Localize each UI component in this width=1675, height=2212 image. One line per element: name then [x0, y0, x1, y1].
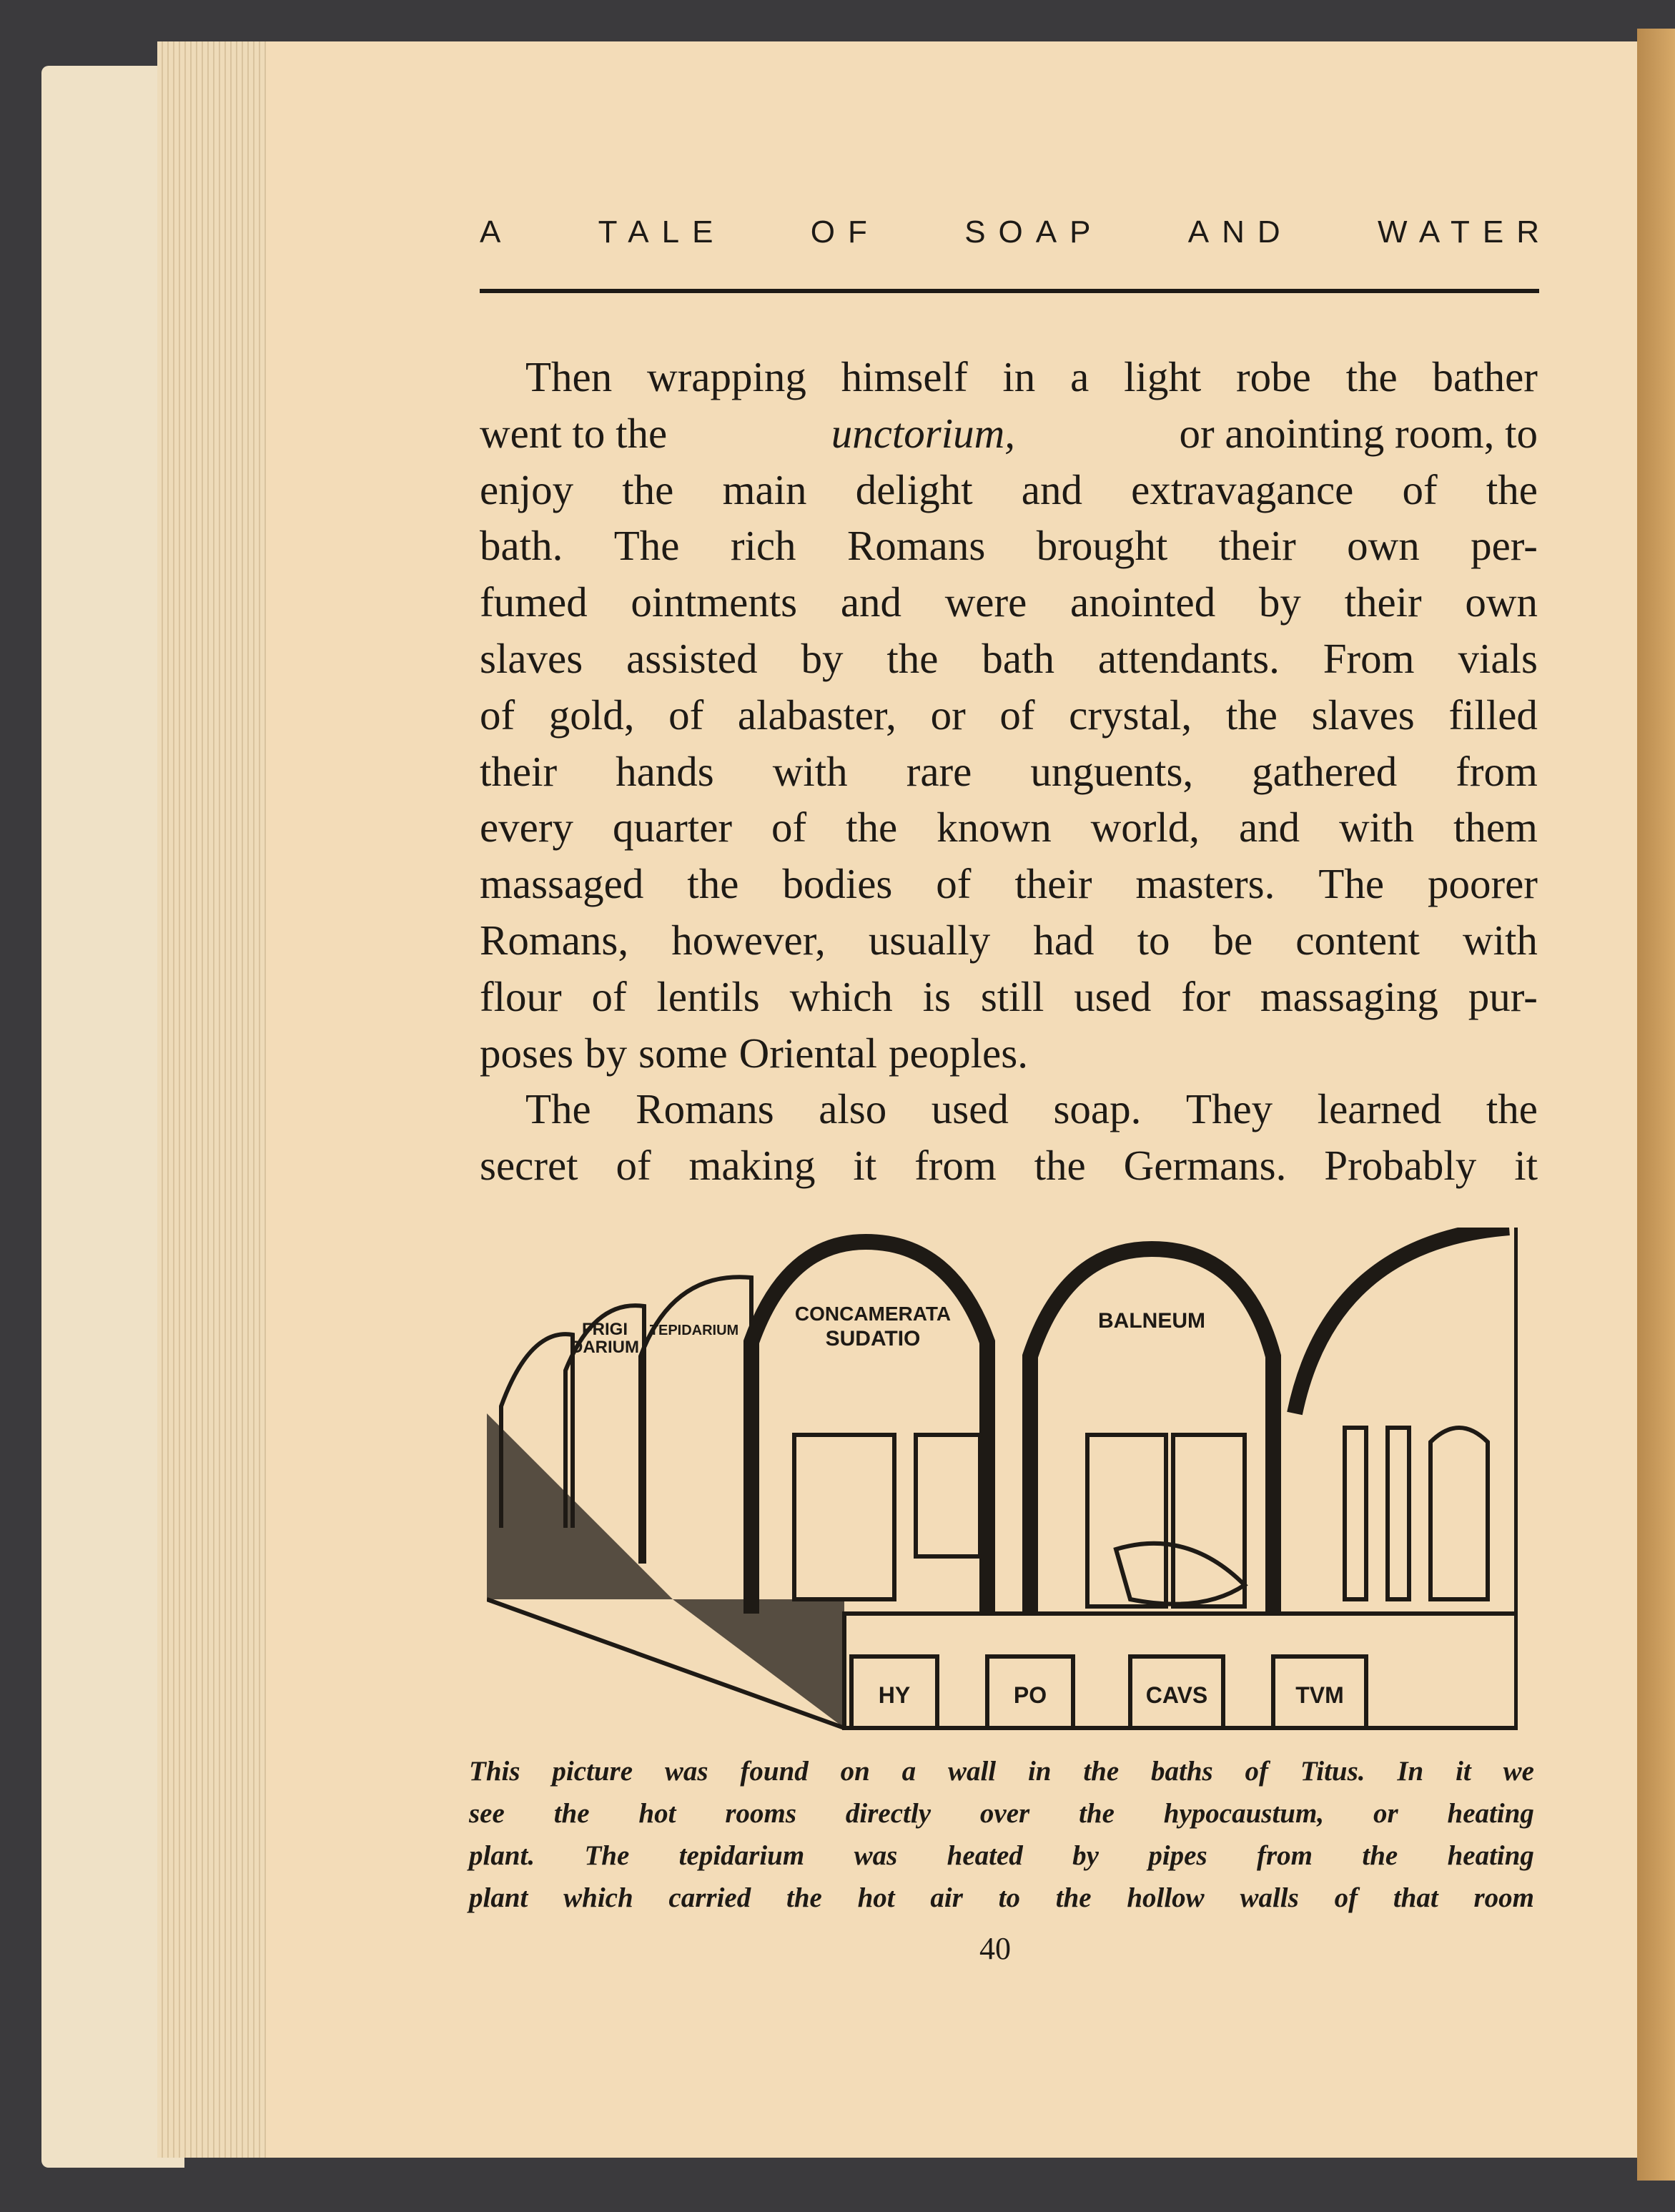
body-word: still: [980, 972, 1044, 1020]
body-word: by: [585, 1029, 628, 1077]
body-word: of: [999, 691, 1035, 739]
caption-word: directly: [845, 1798, 932, 1829]
label-cavs: CAVS: [1145, 1682, 1208, 1708]
body-word: himself: [841, 353, 968, 400]
body-word: and: [1238, 804, 1300, 851]
caption-word: room: [1473, 1882, 1534, 1913]
caption-word: that: [1393, 1882, 1438, 1913]
body-word: main: [722, 465, 807, 513]
body-word: robe: [1236, 353, 1311, 400]
italic-term: unctorium,: [831, 409, 1015, 457]
body-word: Romans,: [480, 916, 629, 964]
body-word: were: [944, 578, 1027, 626]
body-word: to: [1137, 916, 1170, 964]
body-word: their: [1344, 578, 1422, 626]
caption-line: [469, 1835, 1534, 1877]
body-word: gold,: [548, 691, 635, 739]
body-word: pur-: [1468, 972, 1538, 1020]
body-line: [480, 405, 1538, 462]
body-word: flour: [480, 972, 562, 1020]
caption-word: wall: [947, 1756, 997, 1787]
body-line: [480, 1081, 1538, 1137]
body-word: their: [1218, 522, 1296, 570]
body-word: delight: [855, 465, 973, 513]
body-word: it: [853, 1142, 877, 1190]
body-line: [480, 462, 1538, 518]
body-word: wrapping: [647, 353, 806, 400]
body-word: fumed: [480, 578, 588, 626]
body-word: the: [622, 465, 674, 513]
body-word: the: [1225, 691, 1278, 739]
caption-word: the: [1079, 1798, 1115, 1829]
caption-word: in: [1027, 1756, 1052, 1787]
body-word: the: [1486, 465, 1538, 513]
caption-word: picture: [552, 1756, 633, 1787]
book-spine-edge: [1637, 29, 1675, 2181]
caption-word: heating: [1447, 1798, 1534, 1829]
body-word: used: [931, 1085, 1009, 1133]
body-word: Oriental: [738, 1029, 877, 1077]
body-line: [480, 1025, 1538, 1082]
caption-word: the: [786, 1882, 822, 1913]
body-word: it: [1514, 1142, 1538, 1190]
body-word: own: [1347, 522, 1420, 570]
figure-caption: [469, 1750, 1534, 1919]
caption-word: carried: [668, 1882, 751, 1913]
body-word: which: [789, 972, 893, 1020]
body-word: and: [840, 578, 902, 626]
caption-word: from: [1257, 1840, 1313, 1871]
caption-word: by: [1072, 1840, 1099, 1871]
body-word: Romans: [636, 1085, 774, 1133]
body-word: bath.: [480, 522, 563, 570]
body-word: of: [771, 804, 807, 851]
body-word: known: [937, 804, 1052, 851]
caption-word: heated: [947, 1840, 1023, 1871]
body-word: a: [1070, 353, 1090, 400]
body-word: enjoy: [480, 465, 574, 513]
body-word: the: [1345, 353, 1398, 400]
caption-word: hot: [638, 1798, 676, 1829]
label-sudatio: SUDATIO: [825, 1327, 921, 1351]
outer-wall: [487, 1413, 844, 1728]
body-word: secret: [480, 1142, 578, 1190]
body-word: rare: [906, 747, 972, 795]
body-word: their: [480, 747, 558, 795]
arch-balneum: [1030, 1249, 1273, 1614]
body-word: the: [1486, 1085, 1538, 1133]
body-word: They: [1185, 1085, 1273, 1133]
body-word: is: [922, 972, 951, 1020]
body-word: filled: [1448, 691, 1538, 739]
body-word: and: [1021, 465, 1082, 513]
body-word: making: [688, 1142, 816, 1190]
body-word: of: [668, 691, 704, 739]
caption-word: on: [840, 1756, 870, 1787]
body-word: poorer: [1427, 860, 1538, 908]
body-word: From: [1323, 634, 1415, 682]
body-word: however,: [671, 916, 826, 964]
body-word: soap.: [1053, 1085, 1142, 1133]
caption-word: the: [1055, 1882, 1092, 1913]
body-word: gathered: [1252, 747, 1398, 795]
body-word: in: [1002, 353, 1036, 400]
body-word: for: [1181, 972, 1230, 1020]
caption-line: [469, 1792, 1534, 1835]
caption-word: over: [979, 1798, 1030, 1829]
header-word: OF: [810, 214, 880, 250]
body-word: alabaster,: [737, 691, 896, 739]
body-word: the: [886, 634, 939, 682]
body-word: learned: [1317, 1085, 1442, 1133]
caption-word: found: [740, 1756, 809, 1787]
page-number: 40: [979, 1931, 1011, 1966]
caption-word: the: [1083, 1756, 1120, 1787]
body-word: The: [613, 522, 680, 570]
caption-word: This: [469, 1756, 520, 1787]
body-word: Germans.: [1123, 1142, 1287, 1190]
body-word: The: [525, 1085, 591, 1133]
body-word: own: [1465, 578, 1538, 626]
roman-baths-illustration: [487, 1228, 1518, 1730]
body-word: or: [930, 691, 966, 739]
body-word: with: [1463, 916, 1538, 964]
body-word: crystal,: [1069, 691, 1192, 739]
body-word: extravagance: [1131, 465, 1354, 513]
caption-word: In: [1397, 1756, 1424, 1787]
body-word: ointments: [631, 578, 798, 626]
body-word: from: [1456, 747, 1538, 795]
body-word: of: [591, 972, 627, 1020]
body-word: unguents,: [1030, 747, 1194, 795]
body-word: per-: [1471, 522, 1538, 570]
label-hy: HY: [878, 1682, 911, 1708]
body-text: [480, 349, 1538, 1194]
body-word: Probably: [1324, 1142, 1477, 1190]
body-word: bath: [982, 634, 1054, 682]
body-line: [480, 856, 1538, 912]
body-word: the: [1034, 1142, 1086, 1190]
body-word: quarter: [612, 804, 733, 851]
page-stack-edges: [157, 41, 272, 2158]
caption-word: rooms: [725, 1798, 797, 1829]
body-word: also: [819, 1085, 887, 1133]
body-word: anointed: [1070, 578, 1216, 626]
body-line: [480, 969, 1538, 1025]
caption-word: the: [553, 1798, 590, 1829]
caption-word: plant: [469, 1882, 528, 1913]
body-word: massaging: [1260, 972, 1438, 1020]
body-word: vials: [1458, 634, 1538, 682]
body-word: the: [687, 860, 739, 908]
caption-word: hypocaustum,: [1163, 1798, 1325, 1829]
body-word: bodies: [782, 860, 893, 908]
body-word: massaged: [480, 860, 644, 908]
caption-word: pipes: [1148, 1840, 1207, 1871]
body-word: Romans: [846, 522, 986, 570]
header-word: WATER: [1378, 214, 1552, 250]
caption-word: or: [1373, 1798, 1398, 1829]
body-word: had: [1033, 916, 1095, 964]
body-word: their: [1014, 860, 1092, 908]
body-word: of: [936, 860, 972, 908]
caption-word: of: [1334, 1882, 1358, 1913]
label-frigidarium: FRIGI: [582, 1320, 628, 1339]
body-word: them: [1453, 804, 1538, 851]
body-word: from: [914, 1142, 997, 1190]
body-line: [480, 631, 1538, 687]
body-text-segment: or anointing room, to: [1168, 409, 1538, 457]
body-line: [480, 912, 1538, 969]
caption-word: which: [563, 1882, 633, 1913]
body-word: poses: [480, 1029, 574, 1077]
body-word: lentils: [656, 972, 760, 1020]
caption-word: of: [1245, 1756, 1269, 1787]
body-word: world,: [1090, 804, 1200, 851]
body-word: by: [801, 634, 844, 682]
running-header: [480, 214, 1552, 250]
body-word: hands: [616, 747, 714, 795]
body-word: by: [1258, 578, 1301, 626]
body-word: with: [1339, 804, 1415, 851]
body-word: used: [1074, 972, 1152, 1020]
body-word: slaves: [480, 634, 583, 682]
body-word: brought: [1036, 522, 1168, 570]
body-word: Then: [525, 353, 613, 400]
body-line: [480, 349, 1538, 405]
caption-word: to: [998, 1882, 1020, 1913]
body-word: some: [638, 1029, 728, 1077]
body-word: bather: [1432, 353, 1538, 400]
header-word: SOAP: [964, 214, 1104, 250]
header-word: AND: [1187, 214, 1293, 250]
body-line: [480, 744, 1538, 800]
caption-word: the: [1362, 1840, 1398, 1871]
body-word: the: [846, 804, 898, 851]
body-text-segment: went to the: [480, 409, 678, 457]
body-word: usually: [868, 916, 991, 964]
label-concamerata: CONCAMERATA: [794, 1303, 952, 1325]
body-word: attendants.: [1097, 634, 1280, 682]
body-word: light: [1124, 353, 1202, 400]
caption-word: was: [664, 1756, 708, 1787]
body-line: [480, 687, 1538, 744]
caption-word: plant.: [469, 1840, 535, 1871]
body-word: every: [480, 804, 574, 851]
body-word: rich: [730, 522, 796, 570]
label-frigidarium: DARIUM: [570, 1338, 639, 1357]
caption-word: it: [1456, 1756, 1471, 1787]
header-word: A: [480, 214, 514, 250]
caption-word: walls: [1240, 1882, 1299, 1913]
body-word: of: [1402, 465, 1438, 513]
caption-word: The: [584, 1840, 630, 1871]
caption-line: [469, 1750, 1534, 1792]
arch-right: [1295, 1228, 1509, 1413]
body-line: [480, 518, 1538, 574]
body-word: assisted: [626, 634, 758, 682]
caption-word: Titus.: [1300, 1756, 1365, 1787]
caption-word: we: [1503, 1756, 1534, 1787]
caption-word: hot: [857, 1882, 895, 1913]
label-po: PO: [1013, 1682, 1047, 1708]
header-rule: [480, 289, 1539, 293]
body-word: of: [616, 1142, 651, 1190]
caption-word: see: [469, 1798, 505, 1829]
caption-line: [469, 1877, 1534, 1919]
caption-word: tepidarium: [678, 1840, 805, 1871]
body-line: [480, 1137, 1538, 1194]
body-word: slaves: [1311, 691, 1415, 739]
body-word: content: [1295, 916, 1420, 964]
body-word: masters.: [1135, 860, 1275, 908]
label-tvm: TVM: [1295, 1682, 1344, 1708]
body-word: of: [480, 691, 515, 739]
caption-word: hollow: [1127, 1882, 1205, 1913]
body-word: with: [772, 747, 848, 795]
caption-word: air: [930, 1882, 963, 1913]
label-tepidarium: TEPIDARIUM: [649, 1323, 739, 1338]
body-line: [480, 574, 1538, 631]
body-word: The: [1318, 860, 1385, 908]
caption-word: baths: [1151, 1756, 1213, 1787]
caption-word: a: [901, 1756, 916, 1787]
body-line: [480, 799, 1538, 856]
header-word: TALE: [598, 214, 726, 250]
body-word: peoples.: [888, 1029, 1028, 1077]
body-word: be: [1212, 916, 1253, 964]
caption-word: heating: [1447, 1840, 1534, 1871]
caption-word: was: [854, 1840, 898, 1871]
label-balneum: BALNEUM: [1098, 1309, 1205, 1333]
